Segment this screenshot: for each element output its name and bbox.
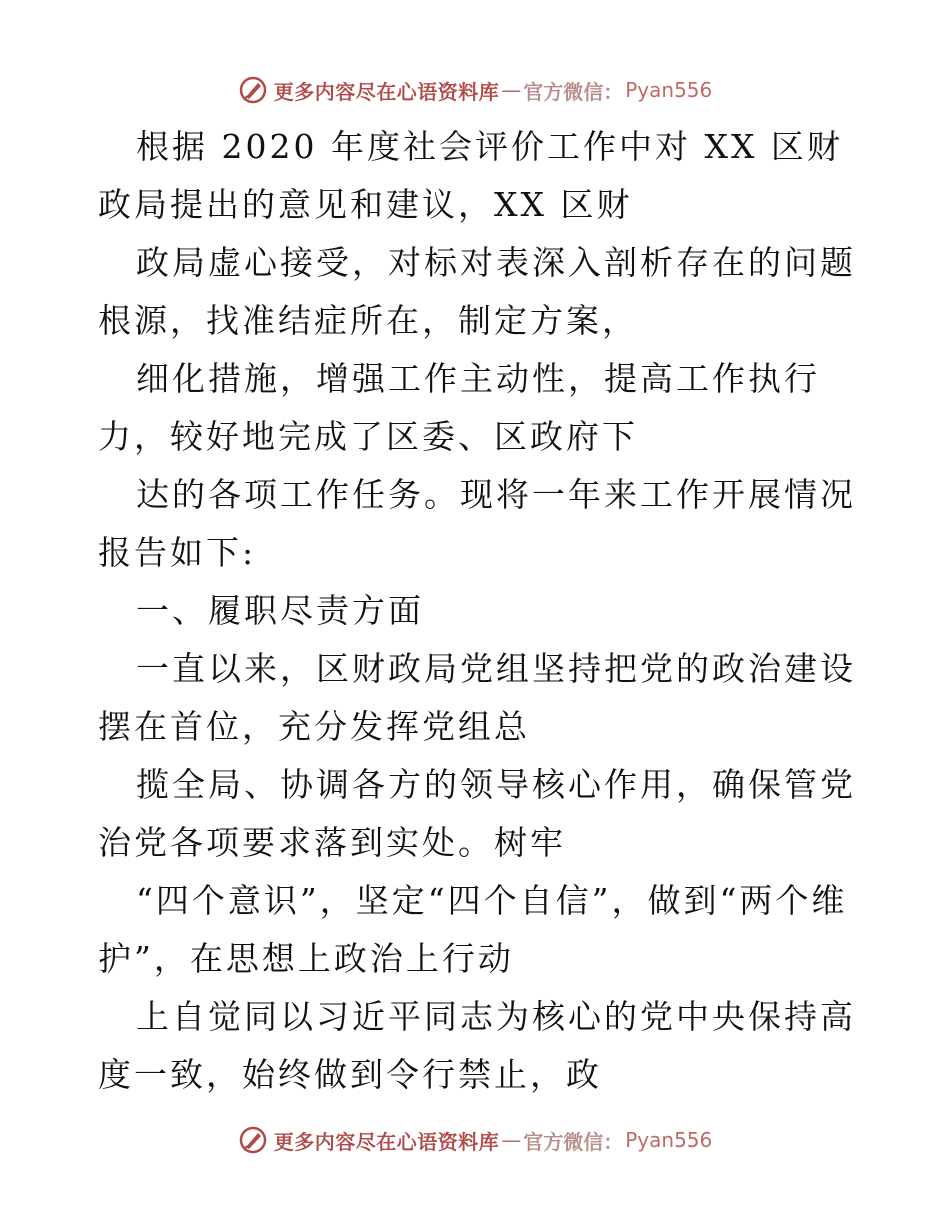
paragraph-3: 细化措施，增强工作主动性，提高工作执行力，较好地完成了区委、区政府下 [98, 359, 820, 456]
header-watermark-banner [0, 70, 950, 110]
banner-brand-text: 更多内容尽在心语资料库 [273, 1129, 500, 1154]
banner-dash: — [501, 78, 522, 102]
banner-wechat-id: Pyan556 [625, 78, 713, 102]
section-heading: 一、履职尽责方面 [136, 591, 424, 630]
paragraph-4: 达的各项工作任务。现将一年来工作开展情况报告如下: [98, 475, 856, 572]
paragraph-8: “四个意识”，坚定“四个自信”，做到“两个维护”，在思想上政治上行动 [98, 881, 848, 978]
paragraph-2: 政局虚心接受，对标对表深入剖析存在的问题根源，找准结症所在，制定方案， [98, 243, 856, 340]
paragraph-7: 揽全局、协调各方的领导核心作用，确保管党治党各项要求落到实处。树牢 [98, 765, 856, 862]
banner-brand-text: 更多内容尽在心语资料库 [273, 79, 500, 104]
quill-logo-icon [238, 75, 268, 105]
paragraph-1: 根据 2020 年度社会评价工作中对 XX 区财政局提出的意见和建议，XX 区财 [98, 127, 843, 224]
paragraph-9: 上自觉同以习近平同志为核心的党中央保持高度一致，始终做到令行禁止，政 [98, 997, 856, 1094]
footer-watermark-banner [0, 1120, 950, 1160]
banner-dash: — [501, 1128, 522, 1152]
quill-logo-icon [238, 1125, 268, 1155]
paragraph-6: 一直以来，区财政局党组坚持把党的政治建设摆在首位，充分发挥党组总 [98, 649, 856, 746]
banner-wechat-id: Pyan556 [625, 1128, 713, 1152]
banner-official-label: 官方微信： [523, 79, 624, 104]
banner-official-label: 官方微信： [523, 1129, 624, 1154]
document-body [98, 118, 858, 1104]
